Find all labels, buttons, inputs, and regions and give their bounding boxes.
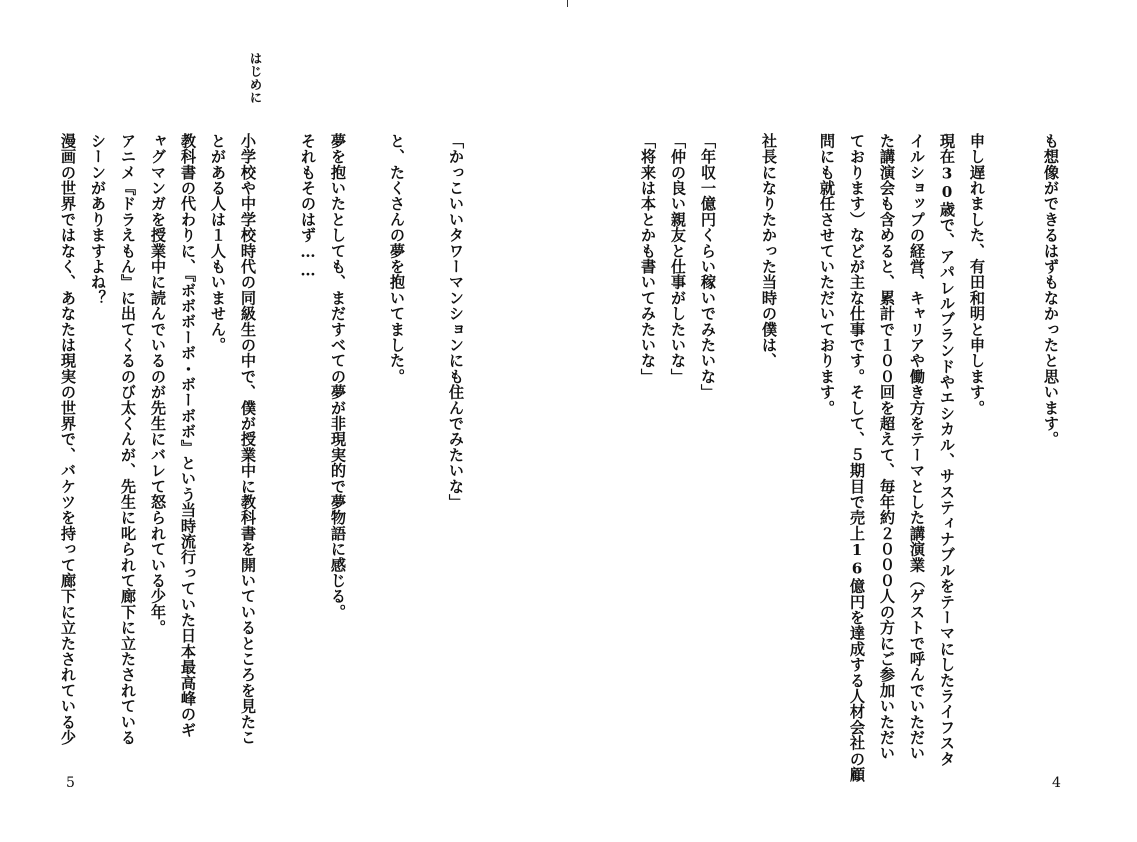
right-line-8: 問にも就任させていただいております。 xyxy=(818,133,836,416)
right-line-1: も想像ができるはずもなかったと思います。 xyxy=(1042,133,1060,447)
left-line-13: シーンがありますよね？ xyxy=(89,133,107,306)
left-line-14: 漫画の世界ではなく、あなたは現実の世界で、バケツを持って廊下に立たされている少 xyxy=(59,133,77,746)
page-number-left: 5 xyxy=(66,775,75,791)
page-heading: はじめに xyxy=(248,52,263,104)
right-line-12: 「年収一億円くらい稼いでみたいな」 xyxy=(699,133,717,400)
right-line-14: 「将来は本とかも書いてみたいな」 xyxy=(639,133,657,385)
right-line-10: 社長になりたかった当時の僕は、 xyxy=(760,133,778,369)
right-line-4: 現在30歳で、アパレルブランドやエシカル、サスティナブルをテーマにしたライフスタ xyxy=(938,133,956,767)
left-line-12: アニメ『ドラえもん』に出てくるのび太くんが、先生に叱られて廊下に立たされている xyxy=(119,133,137,746)
left-line-6: それもそのはず…… xyxy=(299,133,317,280)
left-line-9: とがある人は１人もいません。 xyxy=(209,133,227,353)
left-line-10: 教科書の代わりに、『ボボボーボ・ボーボボ』という当時流行っていた日本最高峰のギ xyxy=(179,133,197,738)
right-line-3: 申し遅れました、有田和明と申します。 xyxy=(968,133,986,416)
right-line-13: 「仲の良い親友と仕事がしたいな」 xyxy=(669,133,687,385)
gutter-mark xyxy=(567,0,568,7)
page-number-right: 4 xyxy=(1052,775,1061,791)
left-line-8: 小学校や中学校時代の同級生の中で、僕が授業中に教科書を開いているところを見たこ xyxy=(239,133,257,746)
right-line-5: イルショップの経営、キャリアや働き方をテーマとした講演業（ゲストで呼んでいただい xyxy=(908,133,926,761)
right-line-7: ております）などが主な仕事です。そして、５期目で売上16億円を達成する人材会社の顧 xyxy=(848,133,866,783)
left-line-5: 夢を抱いたとしても、まだすべての夢が非現実的で夢物語に感じる。 xyxy=(329,133,347,620)
left-line-1: 「かっこいいタワーマンションにも住んでみたいな」 xyxy=(447,133,465,510)
right-line-6: た講演会も含めると、累計で１００回を超えて、毎年約２０００人の方にご参加いただい xyxy=(878,133,896,761)
left-line-11: ャグマンガを授業中に読んでいるのが先生にバレて怒られている少年。 xyxy=(149,133,167,636)
left-line-3: と、たくさんの夢を抱いてました。 xyxy=(388,133,406,385)
